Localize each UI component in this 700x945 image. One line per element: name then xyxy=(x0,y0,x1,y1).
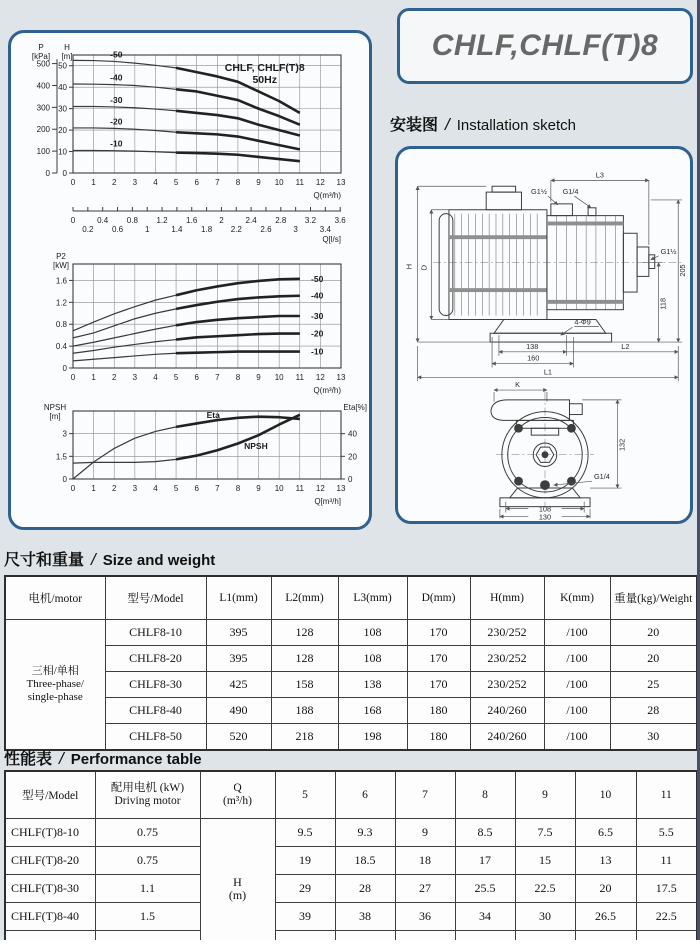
size-weight-heading xyxy=(4,547,215,570)
x-tick: 9 xyxy=(256,373,261,382)
h-unit-cell: H (m) xyxy=(200,819,275,945)
head-value-cell: 8.5 xyxy=(455,819,515,847)
value-cell: 158 xyxy=(271,672,338,698)
value-cell: 230/252 xyxy=(470,620,544,646)
y-tick: 1.2 xyxy=(55,298,67,308)
x-tick: 9 xyxy=(256,484,261,493)
npsh-tick: 1.5 xyxy=(55,452,67,462)
value-cell: 240/260 xyxy=(470,724,544,751)
q-value-header: 10 xyxy=(575,771,636,819)
eta-tick: 20 xyxy=(348,452,357,462)
table-row xyxy=(5,903,697,931)
x-tick: 11 xyxy=(295,484,304,493)
eta-axis-label: Eta[%] xyxy=(343,403,367,412)
head-value-cell: 19 xyxy=(275,847,335,875)
model-cell: CHLF8-20 xyxy=(105,646,206,672)
bolt-holes-label: 4-Φ9 xyxy=(574,317,591,327)
y-axis-label: P2 xyxy=(56,252,66,261)
x2-tick: 2.2 xyxy=(230,225,242,234)
performance-heading-zh: 性能表 xyxy=(4,751,53,768)
x-tick: 9 xyxy=(256,178,261,187)
value-cell: 170 xyxy=(407,646,470,672)
port-plug-label: G1/4 xyxy=(562,187,579,197)
p-axis-label: P xyxy=(38,43,44,52)
q-value-header: 7 xyxy=(395,771,455,819)
value-cell: 168 xyxy=(338,698,407,724)
column-header: H(mm) xyxy=(470,576,544,620)
head-value-cell: 9.5 xyxy=(275,819,335,847)
npsh-eta-chart xyxy=(11,401,367,507)
value-cell: 188 xyxy=(271,698,338,724)
curve-label: -40 xyxy=(110,72,123,83)
head-value-cell: 18 xyxy=(395,847,455,875)
dim-118-label: 118 xyxy=(658,297,668,310)
model-cell: CHLF(T)8-40 xyxy=(5,903,95,931)
x2-tick: 2.4 xyxy=(245,216,257,225)
dim-160-label: 160 xyxy=(527,353,540,363)
column-header-model: 型号/Model xyxy=(5,771,95,819)
value-cell: 180 xyxy=(407,724,470,751)
x-tick: 3 xyxy=(132,373,138,382)
x-tick: 6 xyxy=(194,484,199,493)
motor-kw-cell: 1.5 xyxy=(95,903,200,931)
value-cell: 108 xyxy=(338,646,407,672)
head-value-cell: 39 xyxy=(275,903,335,931)
pump-front-view xyxy=(491,380,626,521)
value-cell: 490 xyxy=(206,698,271,724)
curve-label: -50 xyxy=(311,273,324,284)
head-value-cell: 22.5 xyxy=(636,903,697,931)
head-value-cell: 34 xyxy=(455,903,515,931)
npsh-tick: 0 xyxy=(62,475,67,484)
curve-label: -30 xyxy=(110,94,123,105)
chart-subtitle: 50Hz xyxy=(252,74,277,86)
value-cell: 395 xyxy=(206,646,271,672)
x-axis-label: Q(m³/h) xyxy=(313,386,341,395)
head-value-cell: 9.3 xyxy=(335,819,395,847)
eta-curve-label: Eta xyxy=(206,410,220,420)
dim-L1-label: L1 xyxy=(543,367,552,377)
x-tick: 6 xyxy=(194,178,199,187)
page-title: CHLF,CHLF(T)8 xyxy=(431,29,659,62)
curve-label: -30 xyxy=(311,311,324,321)
installation-sketch-drawing xyxy=(398,149,690,521)
x-tick: 0 xyxy=(70,178,76,187)
heading-separator: / xyxy=(445,115,450,134)
value-cell: 520 xyxy=(206,724,271,751)
model-cell: CHLF(T)8-20 xyxy=(5,847,95,875)
value-cell: 395 xyxy=(206,620,271,646)
model-cell: CHLF(T)8-30 xyxy=(5,875,95,903)
y-tick: 0.4 xyxy=(55,342,67,352)
curve--30 xyxy=(73,316,300,346)
p-tick: 400 xyxy=(36,81,50,91)
size-weight-table xyxy=(4,575,698,751)
head-value-cell: 6.5 xyxy=(575,819,636,847)
value-cell: /100 xyxy=(544,646,610,672)
performance-heading-en: Performance table xyxy=(70,751,202,768)
curve-NPSH xyxy=(73,415,300,463)
value-cell: /100 xyxy=(544,698,610,724)
h-axis-label: H xyxy=(64,43,70,52)
x2-tick: 0.4 xyxy=(97,216,109,225)
p-tick: 500 xyxy=(36,59,50,69)
curve--20 xyxy=(73,334,300,354)
x-tick: 13 xyxy=(336,373,346,382)
head-value-cell: 28 xyxy=(335,875,395,903)
head-value-cell: 9 xyxy=(395,819,455,847)
dim-138-label: 138 xyxy=(526,341,539,351)
value-cell: 138 xyxy=(338,672,407,698)
head-value-cell: 26.5 xyxy=(575,903,636,931)
h-tick: 20 xyxy=(58,126,67,136)
motor-type-cell: 三相/单相 Three-phase/ single-phase xyxy=(5,620,105,751)
y-tick: 0.8 xyxy=(55,320,67,330)
head-capacity-chart xyxy=(11,41,367,245)
x-tick: 1 xyxy=(91,178,96,187)
value-cell: 30 xyxy=(610,724,697,751)
p-tick: 100 xyxy=(36,147,50,157)
chart-text: [m] xyxy=(61,52,73,61)
value-cell: /100 xyxy=(544,672,610,698)
head-value-cell: 17.5 xyxy=(636,875,697,903)
table-row xyxy=(5,646,697,672)
eta-tick: 40 xyxy=(348,429,357,439)
power-chart xyxy=(11,250,367,396)
dim-132-label: 132 xyxy=(617,438,627,452)
installation-heading xyxy=(390,112,576,135)
dim-108-label: 108 xyxy=(538,504,552,514)
dim-L3-label: L3 xyxy=(595,170,604,180)
x-tick: 11 xyxy=(295,373,304,382)
q-value-header: 5 xyxy=(275,771,335,819)
head-value-cell: 5.5 xyxy=(636,819,697,847)
curve-label: -50 xyxy=(110,49,123,60)
column-header: 电机/motor xyxy=(5,576,105,620)
motor-kw-cell: 0.75 xyxy=(95,847,200,875)
curve-label: -20 xyxy=(110,116,123,127)
model-title-box xyxy=(397,8,693,84)
h-tick: 10 xyxy=(58,147,67,157)
p-tick: 300 xyxy=(36,103,50,113)
value-cell: 240/260 xyxy=(470,698,544,724)
x-tick: 8 xyxy=(235,373,241,382)
x-tick: 2 xyxy=(112,178,117,187)
p-tick: 0 xyxy=(45,169,50,178)
x-tick: 8 xyxy=(235,178,241,187)
x-tick: 10 xyxy=(274,373,284,382)
port-top-label: G1½ xyxy=(531,187,547,197)
column-header: L2(mm) xyxy=(271,576,338,620)
x-tick: 10 xyxy=(274,484,284,493)
x-axis-label: Q[m³/h] xyxy=(314,497,341,506)
installation-heading-zh: 安装图 xyxy=(390,117,439,134)
value-cell: 198 xyxy=(338,724,407,751)
x-tick: 10 xyxy=(274,178,284,187)
head-value-cell: 36 xyxy=(395,903,455,931)
head-value-cell: 11 xyxy=(636,847,697,875)
npsh-axis-label: NPSH xyxy=(43,403,67,412)
dim-H-label: H xyxy=(404,263,414,270)
chart-text: [kPa] xyxy=(31,52,51,61)
head-value-cell: 30 xyxy=(515,903,575,931)
value-cell: /100 xyxy=(544,620,610,646)
heading-separator: / xyxy=(59,749,64,768)
x2-tick: 1.4 xyxy=(171,225,183,234)
head-value-cell: 29 xyxy=(275,875,335,903)
x2-tick: 0.2 xyxy=(82,225,94,234)
value-cell: 128 xyxy=(271,646,338,672)
value-cell: 218 xyxy=(271,724,338,751)
value-cell: 230/252 xyxy=(470,646,544,672)
x-axis-label: Q(m³/h) xyxy=(313,191,341,200)
eta-tick: 0 xyxy=(348,475,353,484)
port-end-label: G1½ xyxy=(660,246,677,256)
performance-curves-panel xyxy=(8,30,372,530)
table-row xyxy=(5,875,697,903)
size-weight-heading-zh: 尺寸和重量 xyxy=(4,552,85,569)
x-tick: 8 xyxy=(235,484,241,493)
table-row xyxy=(5,847,697,875)
chart-text: [kW] xyxy=(53,261,69,270)
x-tick: 11 xyxy=(295,178,304,187)
y-tick: 0 xyxy=(62,364,67,373)
curve-label: -10 xyxy=(110,138,123,149)
x2-tick: 3 xyxy=(293,225,298,234)
value-cell: /100 xyxy=(544,724,610,751)
x2-tick: 1.2 xyxy=(156,216,168,225)
x-tick: 7 xyxy=(215,373,220,382)
front-port-label: G1/4 xyxy=(593,472,610,482)
performance-table-wrap xyxy=(4,770,698,945)
h-tick: 0 xyxy=(62,169,67,178)
head-value-cell: 13 xyxy=(575,847,636,875)
table-row xyxy=(5,672,697,698)
x2-tick: 0 xyxy=(70,216,76,225)
motor-kw-cell: 1.1 xyxy=(95,875,200,903)
motor-kw-cell: 0.75 xyxy=(95,819,200,847)
x2-axis-label: Q[l/s] xyxy=(322,235,341,244)
size-weight-heading-en: Size and weight xyxy=(102,552,216,569)
dim-D-label: D xyxy=(419,264,429,271)
x2-tick: 2 xyxy=(219,216,224,225)
x2-tick: 3.6 xyxy=(334,216,346,225)
head-value-cell: 25.5 xyxy=(455,875,515,903)
x-tick: 13 xyxy=(336,178,346,187)
x2-tick: 2.6 xyxy=(260,225,272,234)
dim-L2-label: L2 xyxy=(621,341,630,351)
head-value-cell: 27 xyxy=(395,875,455,903)
x2-tick: 0.8 xyxy=(126,216,138,225)
column-header: K(mm) xyxy=(544,576,610,620)
x-tick: 4 xyxy=(153,373,158,382)
curve-label: -20 xyxy=(311,328,324,339)
x2-tick: 0.6 xyxy=(111,225,124,234)
column-header: L3(mm) xyxy=(338,576,407,620)
model-cell: CHLF8-50 xyxy=(105,724,206,751)
h-tick: 50 xyxy=(58,61,67,71)
value-cell: 28 xyxy=(610,698,697,724)
head-value-cell: 15 xyxy=(515,847,575,875)
column-header-motor: 配用电机 (kW) Driving motor xyxy=(95,771,200,819)
x2-tick: 2.8 xyxy=(275,216,287,225)
x-tick: 2 xyxy=(112,373,117,382)
value-cell: 20 xyxy=(610,646,697,672)
performance-heading xyxy=(4,746,202,769)
p-tick: 200 xyxy=(36,125,50,135)
dim-205-label: 205 xyxy=(678,264,688,277)
table-row xyxy=(5,819,697,847)
column-header: D(mm) xyxy=(407,576,470,620)
side-dimensions xyxy=(405,170,687,381)
x-tick: 5 xyxy=(173,373,179,382)
value-cell: 25 xyxy=(610,672,697,698)
scan-bottom-strip xyxy=(0,940,700,945)
q-value-header: 6 xyxy=(335,771,395,819)
q-value-header: 9 xyxy=(515,771,575,819)
model-cell: CHLF8-30 xyxy=(105,672,206,698)
x-tick: 5 xyxy=(173,484,179,493)
head-value-cell: 20 xyxy=(575,875,636,903)
value-cell: 170 xyxy=(407,672,470,698)
heading-separator: / xyxy=(91,550,96,569)
npsh-curve-label: NPSH xyxy=(244,440,268,451)
head-value-cell: 7.5 xyxy=(515,819,575,847)
x2-tick: 1.6 xyxy=(186,216,198,225)
x2-tick: 3.2 xyxy=(304,216,317,225)
h-tick: 40 xyxy=(58,83,67,93)
x-tick: 0 xyxy=(70,373,76,382)
x-tick: 12 xyxy=(315,373,325,382)
installation-sketch-panel xyxy=(395,146,693,524)
x-tick: 7 xyxy=(215,484,220,493)
x-tick: 12 xyxy=(315,484,325,493)
x-tick: 13 xyxy=(336,484,346,493)
h-tick: 30 xyxy=(58,104,67,114)
x-tick: 3 xyxy=(132,178,138,187)
curve--20 xyxy=(73,128,300,149)
curve-label: -40 xyxy=(311,290,324,301)
curve-label: -10 xyxy=(311,346,324,357)
x-tick: 1 xyxy=(91,373,96,382)
x-tick: 1 xyxy=(91,484,96,493)
table-row xyxy=(5,698,697,724)
performance-table xyxy=(4,770,698,945)
q-value-header: 11 xyxy=(636,771,697,819)
value-cell: 180 xyxy=(407,698,470,724)
x2-tick: 1.8 xyxy=(201,225,213,234)
value-cell: 230/252 xyxy=(470,672,544,698)
value-cell: 108 xyxy=(338,620,407,646)
dim-K-label: K xyxy=(515,380,520,390)
head-value-cell: 18.5 xyxy=(335,847,395,875)
q-value-header: 8 xyxy=(455,771,515,819)
value-cell: 425 xyxy=(206,672,271,698)
x-tick: 4 xyxy=(153,178,158,187)
size-weight-table-wrap xyxy=(4,575,698,751)
column-header: L1(mm) xyxy=(206,576,271,620)
table-row xyxy=(5,620,697,646)
dim-130-label: 130 xyxy=(538,512,552,521)
y-tick: 1.6 xyxy=(55,276,67,286)
x2-tick: 3.4 xyxy=(319,225,331,234)
column-header: 重量(kg)/Weight xyxy=(610,576,697,620)
pump-side-view xyxy=(405,170,687,381)
model-cell: CHLF8-40 xyxy=(105,698,206,724)
installation-heading-en: Installation sketch xyxy=(456,117,576,134)
column-header-q: Q (m³/h) xyxy=(200,771,275,819)
head-value-cell: 22.5 xyxy=(515,875,575,903)
x-tick: 5 xyxy=(173,178,179,187)
x2-tick: 1 xyxy=(144,225,150,234)
npsh-tick: 3 xyxy=(62,429,67,439)
x-tick: 2 xyxy=(112,484,117,493)
x-tick: 7 xyxy=(215,178,220,187)
x-tick: 6 xyxy=(194,373,199,382)
x-tick: 3 xyxy=(132,484,138,493)
head-value-cell: 17 xyxy=(455,847,515,875)
model-cell: CHLF8-10 xyxy=(105,620,206,646)
value-cell: 20 xyxy=(610,620,697,646)
value-cell: 170 xyxy=(407,620,470,646)
chart-title: CHLF, CHLF(T)8 xyxy=(224,62,305,74)
x-tick: 0 xyxy=(70,484,76,493)
model-cell: CHLF(T)8-10 xyxy=(5,819,95,847)
column-header: 型号/Model xyxy=(105,576,206,620)
chart-text: [m] xyxy=(49,412,61,421)
head-value-cell: 38 xyxy=(335,903,395,931)
x-tick: 4 xyxy=(153,484,158,493)
x-tick: 12 xyxy=(315,178,325,187)
value-cell: 128 xyxy=(271,620,338,646)
